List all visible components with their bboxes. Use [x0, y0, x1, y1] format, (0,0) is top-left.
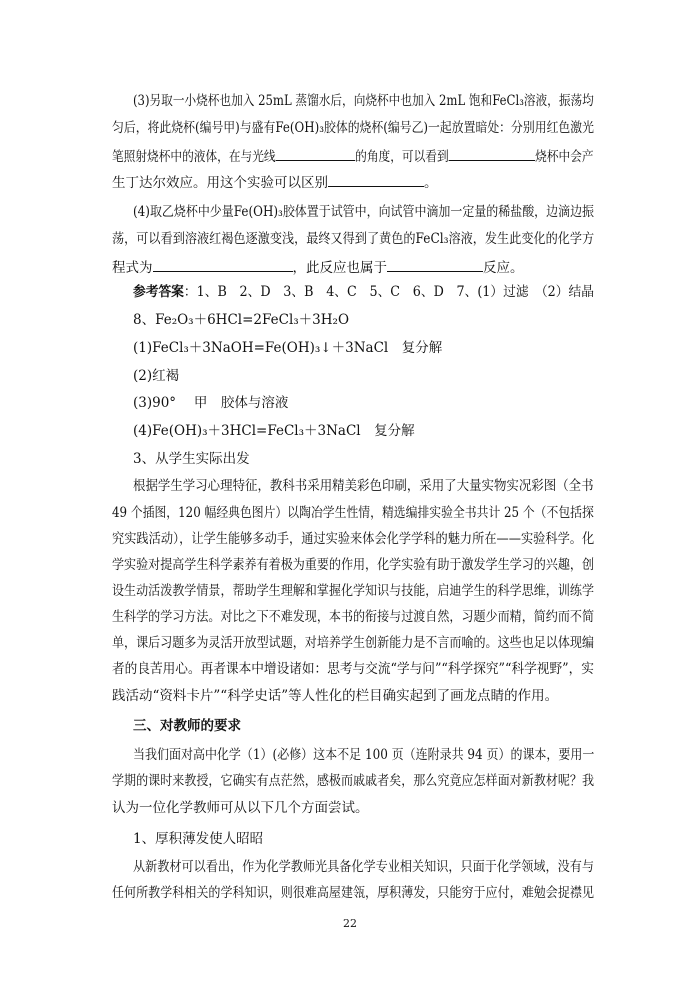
answer-blank: [153, 257, 293, 272]
answers-line-2: 8、Fe₂O₃＋6HCl=2FeCl₃＋3H₂O: [133, 312, 350, 328]
answer-blank: [449, 146, 536, 161]
q3-line-1: (3)另取一小烧杯也加入 25mL 蒸馏水后，向烧杯中也加入 2mL 饱和FeCl₃溶液，振荡均: [133, 93, 594, 109]
paragraph-line: 践活动“资料卡片”“科学史话”等人性化的栏目确实起到了画龙点睛的作用。: [112, 688, 559, 704]
q4-line-1: (4)取乙烧杯中少量Fe(OH)₃胶体置于试管中，向试管中滴加一定量的稀盐酸，边滴边振: [133, 204, 595, 220]
q4-line-3: 程式为 ，此反应也属于 反应。: [112, 257, 524, 277]
paragraph-line: 49 个插图，120 幅经典色图片）以陶冶学生性情，精选编排实验全书共计 25 个（不包括探: [112, 505, 594, 521]
paragraph-line: 认为一位化学教师可从以下几个方面尝试。: [112, 800, 369, 816]
part-heading: 三、对教师的要求: [133, 718, 241, 734]
q3-line-2: 匀后，将此烧杯(编号甲)与盛有Fe(OH)₃胶体的烧杯(编号乙)一起放置暗处：分别用红色激光: [112, 120, 595, 136]
answers-label: 参考答案: [133, 284, 184, 300]
q4-line-2: 荡，可以看到溶液红褐色逐激变浅，最终又得到了黄色的FeCl₃溶液，发生此变化的化学方: [112, 231, 595, 247]
section-heading: 3、从学生实际出发: [133, 451, 250, 467]
q3-line-4: 生丁达尔效应。用这个实验可以区别 。: [112, 172, 438, 192]
answer-blank: [387, 257, 483, 272]
paragraph-line: 学期的课时来教授，它确实有点茫然，感极而戚戚者矣，那么究竟应怎样面对新教材呢？我: [112, 773, 595, 789]
page-number: 22: [343, 917, 357, 930]
paragraph-line: 当我们面对高中化学（1）(必修）这本不足 100 页（连附录共 94 页）的课本，要用一: [133, 747, 595, 763]
paragraph-line: 任何所教学科相关的学科知识，则很难高屋建瓴，厚积薄发，只能穷于应付，难勉会捉襟见: [112, 885, 595, 901]
q3-line-3: 笔照射烧杯中的液体，在与光线 的角度，可以看到 烧杯中会产: [112, 146, 594, 166]
answer-blank: [276, 146, 356, 161]
answers-line-3: (1)FeCl₃＋3NaOH=Fe(OH)₃↓＋3NaCl 复分解: [133, 340, 443, 356]
answer-blank: [328, 172, 424, 187]
paragraph-line: 设生动活泼教学情景，帮助学生理解和掌握化学知识与技能，启迪学生的科学思维，训练学: [112, 583, 595, 599]
answers-line-6: (4)Fe(OH)₃＋3HCl=FeCl₃＋3NaCl 复分解: [133, 423, 415, 439]
paragraph-line: 者的良苦用心。再者课本中增设诸如：思考与交流“学与问”“科学探究”“科学视野”，实: [112, 661, 594, 677]
paragraph-line: 单，课后习题多为灵活开放型试题，对培养学生创新能力是不言而喻的。这些也足以体现编: [112, 635, 595, 651]
answers-line-1: 参考答案：1、B 2、D 3、B 4、C 5、C 6、D 7、(1）过滤 （2）结晶: [133, 284, 594, 300]
paragraph-line: 学实验对提高学生科学素养有着极为重要的作用，化学实验有助于激发学生学习的兴趣，创: [112, 557, 595, 573]
paragraph-line: 究实践活动），让学生能够多动手，通过实验来体会化学学科的魅力所在——实验科学。化: [112, 531, 595, 547]
paragraph-line: 从新教材可以看出，作为化学教师光具备化学专业相关知识，只面于化学领域，没有与: [133, 859, 594, 875]
answers-line-4: (2)红褐: [133, 368, 180, 384]
subsection-heading: 1、厚积薄发使人昭昭: [133, 831, 264, 847]
answers-line-5: (3)90° 甲 胶体与溶液: [133, 395, 289, 411]
paragraph-line: 根据学生学习心理特征，教科书采用精美彩色印刷，采用了大量实物实况彩图（全书: [133, 478, 594, 494]
paragraph-line: 生科学的学习方法。对比之下不难发现，本书的衔接与过渡自然，习题少而精，简约而不简: [112, 609, 595, 625]
